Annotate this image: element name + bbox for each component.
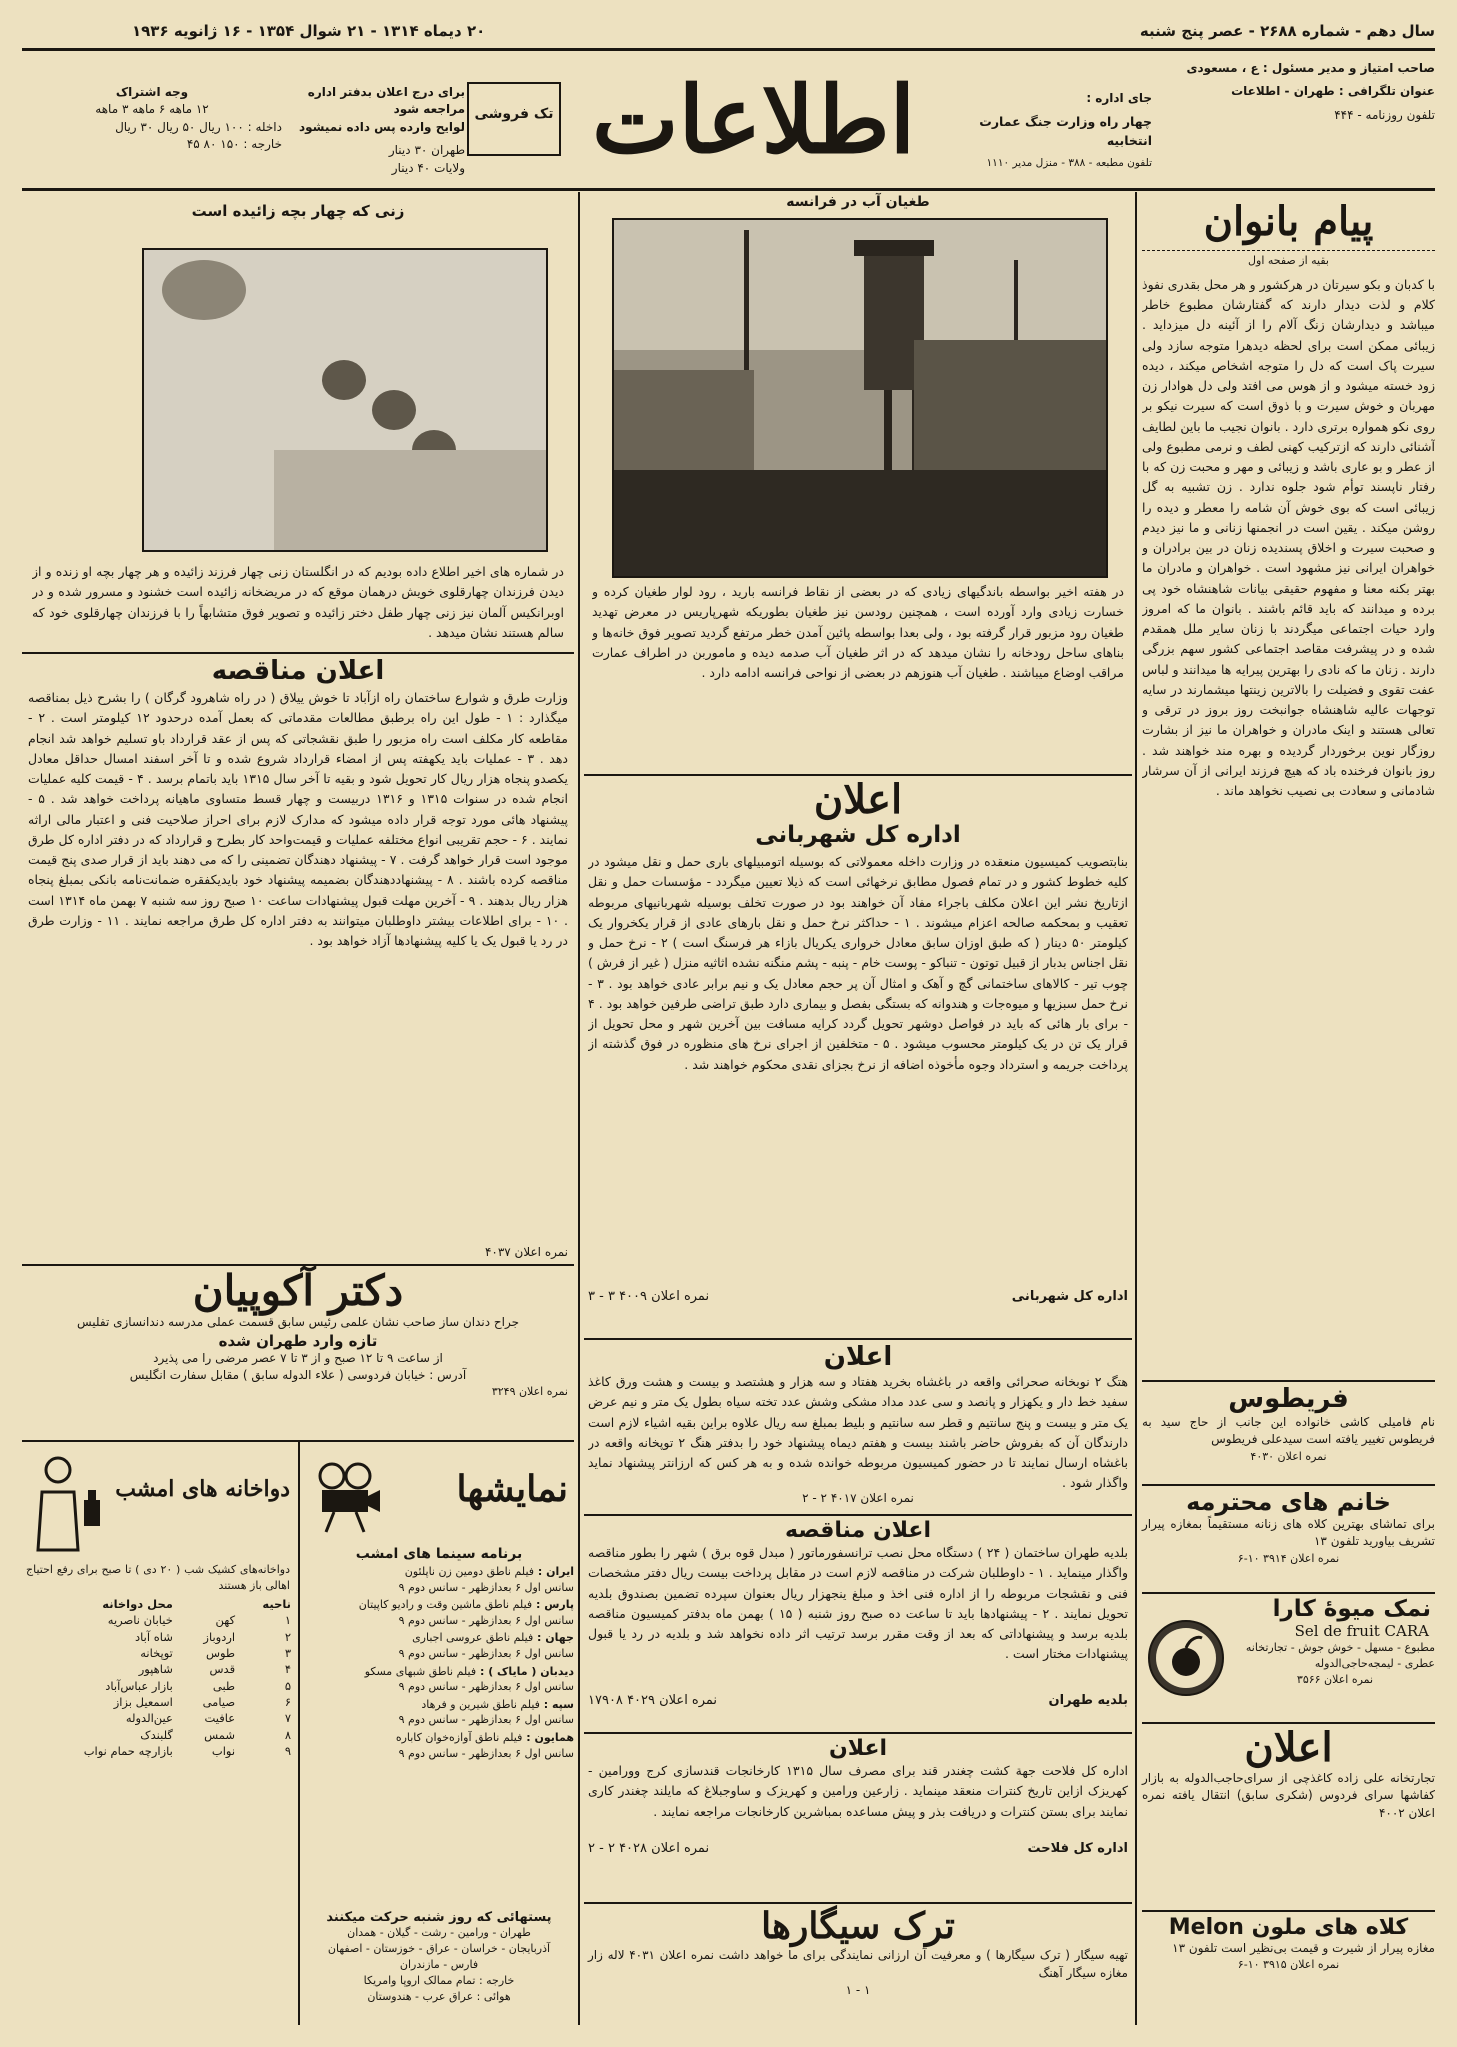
- post-line: فارس - مازندران: [399, 1957, 479, 1971]
- pharmacy-row: [22, 1694, 294, 1710]
- rule-l-split: [298, 1442, 300, 2025]
- payam-body: با کدبان و بکو سیرتان در هرکشور و هر محل بقدری نفوذ کلام و لذت دیدار دارند که گفتارشان مطبوع خاطر میباشد و دیدارشان زنگ آلام را از آئینه دل میزداید . زیبائی ممکن است برای لحظه دیدهرا متوجه سازد ولی سیرت پاک است که دل را متوجه اشخاص میکند ، دیده زود خسته میشود و از هوس می افتد ولی دل هوادار زن مهربان و خوش سیرت و با ذوق است که سیرت نیکو بر روی نکو همواره برتری دارد . بانوان نجیب ما باین لطایف آشنائی دارند که ازترکیب کهنی لطف و نرمی مطبوع ولی از عطر و بو عاری باشد و زیبائی و مهر و محبت زن که با رفتار ناپسند توأم شود جلوه ندارد . زن تشبیه به گل زیبائی است که بوی خوش آن شامه را معطر و دیده را روشن میکند . یقین است در انجمنها زنانی و ما نیز دیدم و صحبت سیرت و اخلاق پسندیده زنان در بین برادران و خواهران ایرانی نیز مشهود است . خواهران و مادران ما بهتر بکنه معنا و مفهوم حقیقی بیانات شاهنشاه خود پی برده و میدانند که باید قائم باشند . بانوان ما که امروز وارد حیات اجتماعی میگردند با زنان سایر ملل همقدم شده و در پیشرفت مقاصد اجتماعی کشور سهم بزرگی دارند . زنان ما که نادی را بهترین پیرایه ها میدانند و لباس عفت تقوی و فضیلت را بالاترین زینتها میشمارند در سایه توجهات عالیه شاهنشاه جوانبخت روز بروز در ترقی و تعالی هستند و اینک مادران و خواهران ما نیز از بشارت روزگار نوین برخوردار گردیده و بهره مند خواهند شد . روز بانوان فرخنده باد که هیچ فرزند ایرانی از آن سرشار شادمانی و سعادت بی نصیب نخواهد ماند .: [1142, 276, 1435, 799]
- projector-icon: [310, 1460, 384, 1534]
- issue-line: سال دهم - شماره ۲۶۸۸ - عصر پنج شنبه: [1139, 22, 1435, 40]
- namak-number: نمره اعلان ۳۵۶۶: [1296, 1672, 1374, 1686]
- office-label: جای اداره :: [1086, 91, 1152, 105]
- cinema-film: فیلم ناطق شبهای مسکو: [364, 1664, 477, 1678]
- rule-l1: [22, 652, 574, 654]
- pharmacy-row: [22, 1678, 294, 1694]
- feritos-title: فریطوس: [1228, 1384, 1349, 1414]
- pharmacy-district: عافیت: [204, 1711, 236, 1726]
- doctor-number: نمره اعلان ۳۲۴۹: [491, 1385, 568, 1399]
- pharmacy-row: [22, 1710, 294, 1726]
- single-provinces: ولایات ۴۰ دینار: [391, 160, 465, 175]
- pharmacy-district: قدس: [209, 1662, 236, 1677]
- pharmacy-area: ۹: [284, 1743, 291, 1758]
- post-box: [304, 1910, 574, 2005]
- elan3-number: نمره اعلان ۴۰۲۸ ۲ - ۲: [588, 1841, 710, 1856]
- post-line: طهران - ورامین - رشت - گیلان - همدان: [347, 1926, 531, 1939]
- cinema-name: جهان :: [533, 1631, 574, 1645]
- post-list: [304, 1925, 574, 2005]
- cinema-entry: [304, 1730, 574, 1761]
- pharmacy-district: طبی: [212, 1678, 236, 1693]
- tark-title: ترک سیگارها: [761, 1905, 955, 1947]
- single-tehran: طهران ۳۰ دینار: [388, 143, 465, 158]
- shahrbani-sub: اداره کل شهربانی: [755, 822, 961, 848]
- pharmacy-place: شاه آباد: [135, 1629, 173, 1644]
- quad-caption: در شماره های اخیر اطلاع داده بودیم که در انگلستان زنی چهار فرزند زائیده و هر چهار بچه او زنده و از دیدن فرزندان چهارقلوی خویش درهمان موقع که در مریضخانه زائیده است خشنود و مسرور شده و در اوبرانکیس آلمان نیز زنی چهار طفل دختر زائیده و تصویر فوق متشابهاً را با فرزندان چهارقلوی خود که سالم هستند نشان میدهد .: [32, 564, 564, 640]
- elan3-body: اداره کل فلاحت جهة کشت چغندر قند برای مصرف سال ۱۳۱۵ کارخانجات قندسازی کرج وورامین - کهریزک ازاین تاریخ کنترات منعقد مینماید . زارعین ورامین و کهریزک و ساوجبلاغ که مایلند چغندر کاری نمایند برای بستن کنترات و دریافت بذر و پیش مساعده بمباشرین کارخانجات مراجعه نمایند .: [588, 1763, 1128, 1819]
- cinema-name: ایران :: [534, 1565, 574, 1578]
- rule-m4: [584, 1732, 1132, 1734]
- cinema-banner: [304, 1446, 574, 1546]
- doctor-body: جراح دندان ساز صاحب نشان علمی رئیس سابق قسمت عملی مدرسه دندانسازی تفلیس: [76, 1315, 520, 1330]
- pharmacy-district: صیامی: [202, 1694, 236, 1709]
- feritos-body: نام فامیلی کاشی خانواده این جانب از حاج سید به فریطوس تغییر یافته است سیدعلی فریطوس: [1142, 1415, 1435, 1447]
- pharmacy-area: ۳: [284, 1645, 291, 1660]
- cinema-film: فیلم ناطق ماشین وقت و رادیو کاپیتان: [358, 1598, 533, 1612]
- phone-line: تلفون روزنامه - ۴۴۴: [1334, 107, 1435, 122]
- melon-number: نمره اعلان ۳۹۱۵ ۱۰-۶: [1237, 1958, 1340, 1972]
- pharmacy-place: بازار عباس‌آباد: [105, 1678, 173, 1693]
- pharmacy-note: دواخانه‌های کشیک شب ( ۲۰ دی ) تا صبح برای رفع احتیاج اهالی باز هستند: [26, 1563, 290, 1592]
- pharmacy-row: [22, 1743, 294, 1759]
- pharmacy-place: بازارچه حمام نواب: [83, 1743, 173, 1758]
- elan3-sign: اداره کل فلاحت: [1027, 1841, 1128, 1856]
- single-copy-prices: [297, 84, 465, 177]
- ads-note-1: برای درج اعلان بدفتر اداره مراجعه شود: [307, 85, 465, 117]
- pharmacy-row: [22, 1661, 294, 1677]
- payam-sub: بقیه از صفحه اول: [1142, 250, 1435, 269]
- masthead-owner-block: [1155, 60, 1435, 124]
- cinema-brand: نمایشها: [456, 1468, 568, 1510]
- rule-r5: [1142, 1910, 1435, 1912]
- pharmacy-district: کهن: [215, 1613, 236, 1628]
- doctor-arrived: تازه وارد طهران شده: [218, 1331, 378, 1350]
- monaqese-sign: بلدیه طهران: [1048, 1693, 1128, 1708]
- ad-khanom: [1142, 1488, 1435, 1567]
- single-copy-label: تک فروشی: [474, 106, 554, 122]
- rule-m5: [584, 1902, 1132, 1904]
- namak-latin: Sel de fruit CARA: [1294, 1622, 1429, 1640]
- pharmacy-district: نواب: [211, 1743, 236, 1758]
- flood-caption: در هفته اخیر بواسطه باندگیهای زیادی که در بعضی از نقاط فرانسه بارید ، رود لوار طغیان کرده و خسارت زیادی وارد آورده است ، همچنین رودسن نیز طغیان بطوریکه شهرپاریس در معرض تهدید طغیان رود مزبور قرار گرفته بود ، ولی بعدا بواسطه پائین آمدن خطر مرتفع گردید تصویر فوق خانه‌ها و بناهای ساحل رودخانه را نشان میدهد که در اثر طغیان آب صدمه دیده و ماموربن در اطراف عمارت مراقب اوضاع میباشند . طغیان آب هنوزهم در بعضی از نواحی فرانسه ادامه دارد .: [592, 584, 1124, 680]
- tender-number: نمره اعلان ۴۰۳۷: [484, 1245, 568, 1259]
- elan2-number: نمره اعلان ۴۰۱۷ ۲ - ۲: [802, 1491, 914, 1505]
- subs-foreign: خارجه : ۱۵۰ ۸۰ ۴۵: [186, 137, 282, 152]
- pharmacy-row: [22, 1727, 294, 1743]
- ad-melon: [1142, 1915, 1435, 1973]
- cinema-times: سانس اول ۶ بعدازظهر - سانس دوم ۹: [398, 1713, 574, 1727]
- khanom-number: نمره اعلان ۳۹۱۴ ۱۰-۶: [1237, 1551, 1340, 1565]
- cinema-list: [304, 1564, 574, 1761]
- khanom-body: برای تماشای بهترین کلاه های زنانه مستقیماً بمغازه پیرار تشریف بیاورید تلفون ۱۳: [1142, 1517, 1435, 1549]
- subs-periods: ۱۲ ماهه ۶ ماهه ۳ ماهه: [95, 102, 209, 117]
- pharmacy-place: توپخانه: [140, 1645, 173, 1660]
- doctor-title: دکتر آکوپیان: [192, 1266, 404, 1315]
- pharmacy-area: ۷: [284, 1711, 291, 1726]
- cinema-film: فیلم ناطق دومین زن ناپلئون: [404, 1565, 535, 1578]
- doctor-address: آدرس : خیابان فردوسی ( علاء الدوله سابق ) مقابل سفارت انگلیس: [129, 1367, 467, 1382]
- doctor-hours: از ساعت ۹ تا ۱۲ صبح و از ۳ تا ۷ عصر مرضی را می پذیرد: [153, 1350, 443, 1365]
- shahrbani-body: بنابتصویب کمیسیون منعقده در وزارت داخله معمولاتی که بوسیله اتومبیلهای باری حمل و نقل میشود در کلیه خطوط کشور و در تمام فصول مطابق نرخهائی است که ذیلا تعیین میگردد - مؤسسات حمل و نقل ازتاریخ نشر این اعلان مکلف باجراء مفاد آن خواهند بود در صورت تخلف بوسیله شهربانیهای مربوطه تعقیب و بمحکمه صالحه اعزام میشوند . ۱ - حداکثر نرخ حمل و نقل بارهای عادی از قرار یکخروار یک کیلومتر ۵۰ دینار ( که طبق اوزان سابق معادل خرواری یکریال بازاء هر فرسنگ است ) ۲ - نرخ حمل و نقل اجناس بدبار از قبیل توتون - تنباکو - پوست خام - پنبه - پشم منگنه نشده اثاثیه منزل ( غیر از فرش ) چوب تیر - کالاهای ساختمانی گچ و آهک و امثال آن پر حجم معادل یک و نیم برابر عادی خواهد بود . ۳ - نرخ حمل سبزیها و میوه‌جات و هندوانه که بستگی بفصل و بیماری دارد طبق تراضی طرفین خواهد بود . ۴ - برای بار هائی که باید در فواصل دوشهر تحویل گردد کرایه مسافت بین آخرین شهر و محل تحویل از قرار یک تن در یک کیلومتر محسوب میشود . ۵ - متخلفین از اجرای نرخ های منظوره در فوق گذشته از پرداخت جریمه و استرداد وجوه مأخوذه اضافه از نرخ بجزای نقدی محکوم خواهند شد .: [588, 854, 1128, 1072]
- flood-title: طغیان آب در فرانسه: [786, 194, 930, 210]
- pharmacy-district: شمس: [204, 1727, 236, 1742]
- pharmacy-row: [22, 1629, 294, 1645]
- pharmacy-area: ۴: [284, 1662, 291, 1677]
- cinema-name: پارس :: [532, 1598, 574, 1612]
- ad-feritos: [1142, 1384, 1435, 1465]
- pharmacy-head-name: محل دواخانه: [102, 1596, 173, 1611]
- monaqese-number: نمره اعلان ۴۰۲۹ ۱۷۹۰۸: [588, 1693, 718, 1708]
- pharmacy-district: اردوباز: [203, 1629, 236, 1644]
- monaqese-body: بلدیه طهران ساختمان ( ۲۴ ) دستگاه محل نصب ترانسفورماتور ( مبدل قوه برق ) شهر را بطور مناقصه واگذار مینماید . ۱ - داوطلبان شرکت در مناقصه لازم است در مقابل پرداخت بیست ریال دفتر مشخصات فنی و نقشجات مربوطه را از اداره فنی اخذ و مبلغ ینجهزار ریال بعنوان سپرده تضمین بصندوق بلدیه تحویل نمایند . ۲ - پیشنهادها باید تا ساعت ده صبح روز شنبه ( ۱۵ ) بهمن ماه بدفتر کمیسیون مناقصه بلدیه برسد و پیشنهاداتی که بعد از وقت مقرر برسد ترتیب اثر داده نخواهد شد و بلدیه در رد یا قبول پیشنهادات مختار است .: [588, 1545, 1128, 1662]
- pharmacy-table: [22, 1596, 294, 1759]
- cinema-entry: [304, 1664, 574, 1695]
- post-line: آذربایجان - خراسان - عراق - خوزستان - اصفهان: [327, 1941, 551, 1955]
- pharmacy-place: اسمعیل بزاز: [113, 1694, 173, 1709]
- monaqese-title: اعلان مناقصه: [785, 1518, 931, 1543]
- office-address: چهار راه وزارت جنگ عمارت انتخابیه: [979, 114, 1152, 148]
- cinema-film: فیلم ناطق شیرین و فرهاد: [421, 1697, 540, 1711]
- melon-body: مغازه پیرار از شیرت و قیمت بی‌نظیر است تلفون ۱۳: [1172, 1941, 1435, 1955]
- single-copy-box: [467, 82, 561, 156]
- ad-elan-right: [1142, 1726, 1435, 1822]
- subs-domestic: داخله : ۱۰۰ ریال ۵۰ ریال ۳۰ ریال: [115, 119, 282, 134]
- pharmacy-brand: دواخانه های امشب: [115, 1476, 290, 1502]
- feritos-number: نمره اعلان ۴۰۳۰: [1250, 1449, 1327, 1463]
- subs-title: وجه اشتراک: [115, 85, 189, 99]
- newspaper-title: اطلاعات: [592, 66, 916, 174]
- post-line: هوائی : عراق عرب - هندوستان: [367, 1989, 511, 2003]
- rule-r1: [1142, 1380, 1435, 1382]
- top-rule: [22, 48, 1435, 51]
- pharmacy-area: ۵: [284, 1678, 291, 1693]
- pharmacy-area: ۱: [284, 1613, 291, 1628]
- pharmacy-place: خیابان ناصریه: [107, 1613, 173, 1628]
- cinema-times: سانس اول ۶ بعدازظهر - سانس دوم ۹: [398, 1647, 574, 1661]
- masthead-rule: [22, 188, 1435, 191]
- cinema-times: سانس اول ۶ بعدازظهر - سانس دوم ۹: [398, 1580, 574, 1594]
- shahrbani-notice: [588, 778, 1128, 1304]
- melon-title: کلاه های ملون Melon: [1168, 1915, 1409, 1940]
- rule-m2: [584, 1338, 1132, 1340]
- date-line: ۲۰ دیماه ۱۳۱۴ - ۲۱ شوال ۱۳۵۴ - ۱۶ ژانویه ۱۹۳۶: [132, 22, 486, 40]
- flood-photo: [612, 218, 1108, 578]
- tark-number: ۱ - ۱: [845, 1983, 871, 1998]
- cinema-times: سانس اول ۶ بعدازظهر - سانس دوم ۹: [398, 1746, 574, 1760]
- payam-title: پیام بانوان: [1203, 198, 1374, 245]
- tender-title: اعلان مناقصه: [211, 656, 385, 686]
- cinema-name: سپه :: [539, 1697, 574, 1711]
- cinema-box: [304, 1446, 574, 1761]
- cinema-name: همایون :: [522, 1731, 574, 1745]
- column-divider-left: [578, 192, 580, 2025]
- shahrbani-title: اعلان: [813, 776, 903, 823]
- pharmacy-area: ۸: [284, 1727, 291, 1742]
- column-divider-right: [1135, 192, 1137, 2025]
- ads-note-2: لوایح وارده پس داده نمیشود: [298, 119, 465, 134]
- office-phones: تلفون مطبعه - ۳۸۸ - منزل مدیر ۱۱۱۰: [986, 156, 1152, 169]
- fruit-logo-icon: [1148, 1620, 1224, 1696]
- pharmacy-box: [22, 1446, 294, 1759]
- pharmacy-district: طوس: [205, 1645, 236, 1660]
- pharmacist-icon: [28, 1450, 108, 1558]
- pharmacy-place: گلبندک: [140, 1727, 173, 1742]
- pharmacy-head-area: ناحیه: [262, 1596, 291, 1611]
- pharmacy-row: [22, 1645, 294, 1661]
- namak-body: مطبوع - مسهل - خوش جوش - تجارتخانه عطری - لیمجه‌حاجی‌الدوله: [1245, 1641, 1435, 1670]
- cinema-film: فیلم ناطق آوازه‌خوان کاباره: [395, 1731, 523, 1745]
- pharmacy-place: شاهپور: [138, 1662, 173, 1677]
- cinema-entry: [304, 1597, 574, 1628]
- pharmacy-area: ۶: [284, 1694, 291, 1709]
- pharmacy-place: عین‌الدوله: [125, 1711, 173, 1726]
- tark-body: تهیه سیگار ( ترک سیگارها ) و معرفیت آن ارزانی نمایندگی برای ما خواهد داشت نمره اعلان ۴۰۳۱ لاله زار مغازه سیگار آهنگ: [588, 1948, 1128, 1980]
- cinema-entry: [304, 1630, 574, 1661]
- rule-r2: [1142, 1484, 1435, 1486]
- elan2-notice: [588, 1342, 1128, 1507]
- elan3-title: اعلان: [828, 1736, 888, 1761]
- rule-r3: [1142, 1592, 1435, 1594]
- cinema-entry: [304, 1564, 574, 1595]
- cinema-film: فیلم ناطق عروسی اجباری: [412, 1631, 534, 1645]
- cinema-entry: [304, 1697, 574, 1728]
- rule-m3: [584, 1514, 1132, 1516]
- elan-right-body: تجارتخانه علی زاده کاغذچی از سرای‌حاجب‌الدوله به بازار کفاشها سرای فردوس (شکری سابق) انتقال یافته نمره اعلان ۴۰۰۲: [1142, 1771, 1435, 1820]
- cinema-times: سانس اول ۶ بعدازظهر - سانس دوم ۹: [398, 1680, 574, 1694]
- pharmacy-area: ۲: [284, 1629, 291, 1644]
- elan3-notice: [588, 1736, 1128, 1856]
- khanom-title: خانم های محترمه: [1186, 1488, 1391, 1516]
- elan-right-title: اعلان: [1244, 1724, 1333, 1771]
- subscription-block: [22, 84, 282, 154]
- elan2-title: اعلان: [823, 1342, 893, 1372]
- pharmacy-row: [22, 1612, 294, 1628]
- quad-title: زنی که چهار بچه زائیده است: [191, 202, 405, 220]
- cinema-name: دیدبان ( مایاک ) :: [476, 1664, 574, 1678]
- pharmacy-banner: [22, 1446, 294, 1562]
- ad-namak: [1142, 1596, 1435, 1716]
- tender-body: وزارت طرق و شوارع ساختمان راه ازآباد تا خوش ییلاق ( در راه شاهرود گرگان ) را بشرح ذیل بمناقصه میگذارد : ۱ - طول این راه برطبق مطالعات مقدماتی که بعمل آمده درحدود ۱۲ کیلومتر است . ۲ - مقاطعه کار مکلف است راه مزبور را طبق نقشجاتی که پس از عقد قرارداد باو تسلیم خواهد شد انجام دهد . ۳ - عملیات باید یکهفته پس از امضاء قرارداد شروع شده و تا آخر اسفند امسال حداقل معادل یکصدو پنجاه هزار ریال کار تحویل شود و بقیه تا آخر سال ۱۳۱۵ باید باتمام برسد . ۴ - قیمت کلیه عملیات انجام شده در سنوات ۱۳۱۵ و ۱۳۱۶ دربیست و چهار قسط متساوی ماهیانه پرداخت خواهد شد . ۵ - پیشنهاد هائی مورد توجه قرار داده میشود که مدارک لازم برای احراز صلاحیت فنی و اعتبار مالی اراثه نمایند . ۶ - حجم تقریبی انواع مختلفه عملیات و قیمت‌واحد کار بطرح و قرارداد که در دفتر اداره کل طرق موجود است قرار خواهد گرفت . ۷ - پیشنهاد دهندگان تضمینی را که می دهند باید از قرار صدی پنج قیمت مناقصه کرده باشند . ۸ - پیشنهاددهندگان بضمیمه پیشنهاد خود بایدیکفقره ضمانت‌نامه بانکی بمبلغ پنجاه هزار ریال بدهند . ۹ - آخرین مهلت قبول پیشنهادات ساعت ۱۰ صبح روز سه شنبه ۷ بهمن ماه ۱۳۱۴ است . ۱۰ - برای اطلاعات بیشتر داوطلبان میتوانند به دفتر اداره کل طرق مراجعه نمایند . ۱۱ - وزارت طرق در رد یا قبول یک یا کلیه پیشنهادها آزاد خواهد بود .: [28, 690, 568, 948]
- office-block: [962, 90, 1152, 171]
- post-line: خارجه : تمام ممالک اروپا وامریکا: [363, 1973, 515, 1987]
- cinema-heading: برنامه سینما های امشب: [355, 1546, 523, 1562]
- tark-ad: [588, 1906, 1128, 2000]
- shahrbani-number: نمره اعلان ۴۰۰۹ ۳ - ۳: [588, 1289, 710, 1304]
- tender-notice: [28, 656, 568, 1261]
- namak-title: نمک میوهٔ کارا: [1272, 1596, 1431, 1622]
- quad-photo: [142, 248, 548, 552]
- shahrbani-sign: اداره کل شهربانی: [1011, 1289, 1128, 1304]
- monaqese-notice: [588, 1518, 1128, 1708]
- telegraph-line: عنوان تلگرافی : طهران - اطلاعات: [1231, 84, 1435, 99]
- doctor-ad: [28, 1268, 568, 1400]
- elan2-body: هتگ ۲ نوبخانه صحرائی واقعه در باغشاه بخرید هفتاد و سه هزار و هشتصد و بیست و هشت ورق کاغذ سفید خط دار و یکهزار و پانصد و سی عدد مداد مشکی وشش عدد تخته سیاه بطول یک متر و نیم عرض یک متر و بیست و پنج سانتیم و قطر سه سانتیم و بلیط بمبلغ سه ریال علاوه براین بقیه اشیاء لازم است دارندگان آن که بفروش حاضر باشند بیست و هفتم دیماه پیشنهاد خود را بدفتر هنگ ۲ توپخانه واقعه در باغشاه ارسال نمایند تا در حضور کمیسیون مربوطه خوانده شده و به هر کس که ارزانتر پیشنهاد نماید واگذار شود .: [588, 1374, 1128, 1490]
- owner-line: صاحب امتیاز و مدیر مسئول : ع ، مسعودی: [1186, 61, 1435, 75]
- right-column: [1142, 200, 1435, 1319]
- post-title: پستهائی که روز شنبه حرکت میکنند: [326, 1910, 552, 1925]
- cinema-times: سانس اول ۶ بعدازظهر - سانس دوم ۹: [398, 1613, 574, 1627]
